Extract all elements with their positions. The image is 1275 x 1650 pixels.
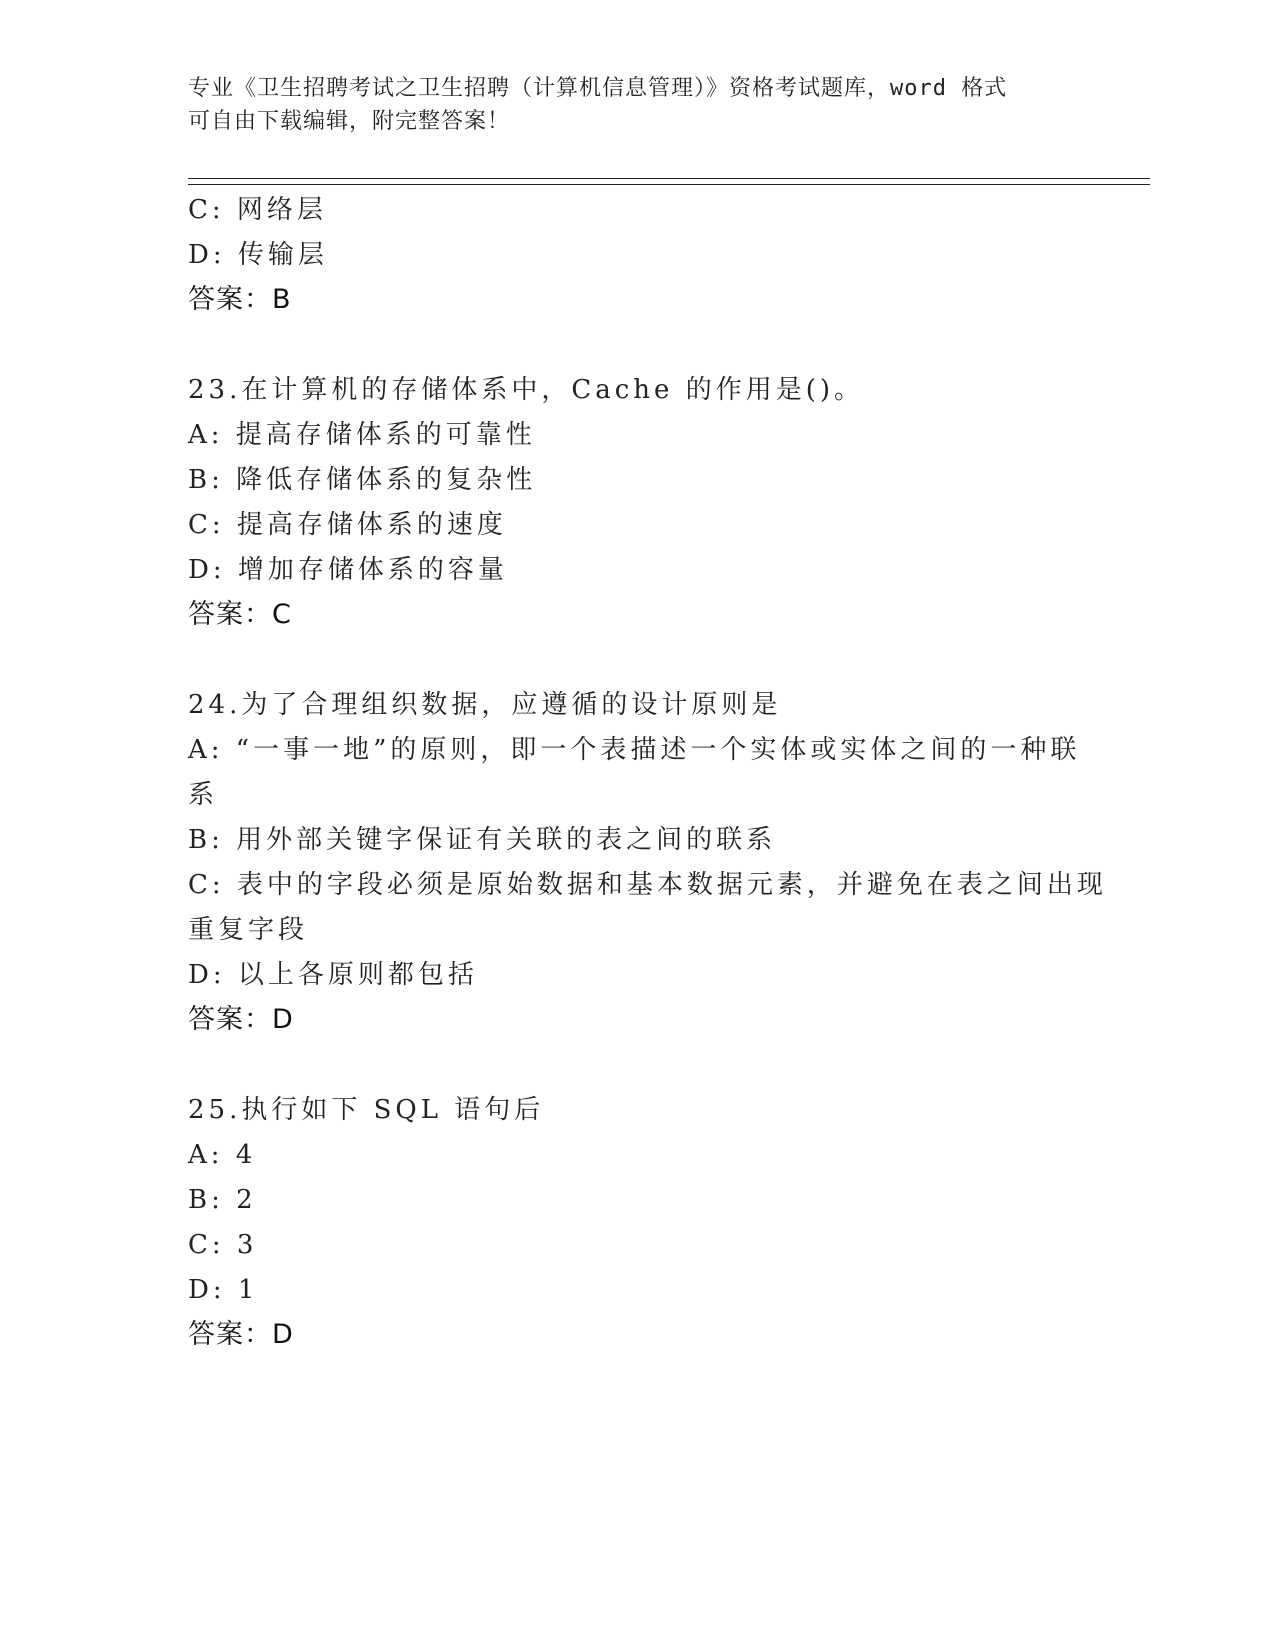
q24-option-a-continued: 系 [188, 780, 219, 810]
q24-option-c-continued: 重复字段 [188, 915, 309, 945]
page-header [188, 72, 1088, 138]
q23-option-b: B: 降低存储体系的复杂性 [188, 465, 537, 495]
q22-option-c: C: 网络层 [188, 195, 327, 225]
q24-option-a: A: “一事一地”的原则，即一个表描述一个实体或实体之间的一种联 [188, 735, 1081, 765]
q25-option-a: A: 4 [188, 1140, 257, 1170]
header-title-line-1: 专业《卫生招聘考试之卫生招聘（计算机信息管理）》资格考试题库，word 格式 [188, 76, 1008, 101]
header-rule-top [188, 178, 1150, 179]
q24-question: 24.为了合理组织数据，应遵循的设计原则是 [188, 690, 782, 720]
q24-option-b: B: 用外部关键字保证有关联的表之间的联系 [188, 825, 777, 855]
q24-option-d: D: 以上各原则都包括 [188, 960, 478, 990]
q24-option-c: C: 表中的字段必须是原始数据和基本数据元素，并避免在表之间出现 [188, 870, 1107, 900]
q25-question: 25.执行如下 SQL 语句后 [188, 1095, 545, 1125]
q25-option-b: B: 2 [188, 1185, 257, 1215]
q22-option-d: D: 传输层 [188, 240, 328, 270]
q22-answer: 答案：B [188, 284, 292, 315]
q25-option-c: C: 3 [188, 1230, 258, 1260]
q23-answer: 答案：C [188, 599, 292, 630]
header-rule-bottom [188, 184, 1150, 185]
q25-option-d: D: 1 [188, 1275, 259, 1305]
q23-option-a: A: 提高存储体系的可靠性 [188, 420, 536, 450]
q23-question: 23.在计算机的存储体系中，Cache 的作用是()。 [188, 375, 864, 405]
q24-answer: 答案：D [188, 1004, 294, 1035]
q23-option-c: C: 提高存储体系的速度 [188, 510, 507, 540]
header-title-line-2: 可自由下载编辑，附完整答案！ [188, 109, 511, 134]
q23-option-d: D: 增加存储体系的容量 [188, 555, 508, 585]
q25-answer: 答案：D [188, 1319, 294, 1350]
